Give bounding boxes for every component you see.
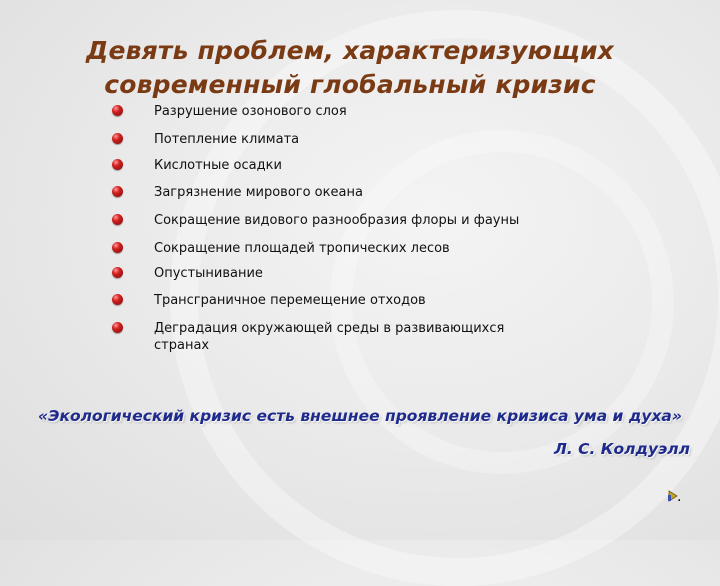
bullet-icon — [112, 242, 123, 253]
bullet-icon — [112, 214, 123, 225]
slide-title — [40, 34, 660, 102]
trailing-mark: . — [677, 489, 682, 505]
list-item — [112, 212, 632, 229]
title-line-1: Девять проблем, характеризующих — [86, 36, 614, 65]
list-item-text: Сокращение площадей тропических лесов — [154, 241, 450, 256]
list-item-text: Деградация окружающей среды в развивающихся странах — [154, 321, 505, 353]
quote-text: «Экологический кризис есть внешнее проявление кризиса ума и духа» — [38, 407, 682, 425]
list-item — [112, 320, 632, 354]
list-item-text: Опустынивание — [154, 266, 263, 281]
quote-author: Л. С. Колдуэлл — [553, 440, 690, 458]
bullet-icon — [112, 105, 123, 116]
list-item — [112, 265, 632, 282]
bullet-icon — [112, 294, 123, 305]
bullet-icon — [112, 186, 123, 197]
problem-list — [112, 103, 632, 354]
title-line-2: современный глобальный кризис — [104, 70, 596, 99]
list-item — [112, 184, 632, 201]
list-item-text: Загрязнение мирового океана — [154, 185, 363, 200]
list-item — [112, 157, 632, 174]
bullet-icon — [112, 322, 123, 333]
list-item-text: Потепление климата — [154, 132, 300, 147]
list-item-text: Трансграничное перемещение отходов — [154, 293, 426, 308]
list-item-text: Сокращение видового разнообразия флоры и фауны — [154, 213, 520, 228]
bullet-icon — [112, 133, 123, 144]
list-item — [112, 103, 632, 120]
list-item-text: Кислотные осадки — [154, 158, 282, 173]
list-item-text: Разрушение озонового слоя — [154, 104, 347, 119]
bullet-icon — [112, 267, 123, 278]
list-item — [112, 131, 632, 148]
list-item — [112, 292, 632, 309]
bullet-icon — [112, 159, 123, 170]
list-item — [112, 240, 632, 257]
slide-nav[interactable] — [667, 490, 691, 504]
